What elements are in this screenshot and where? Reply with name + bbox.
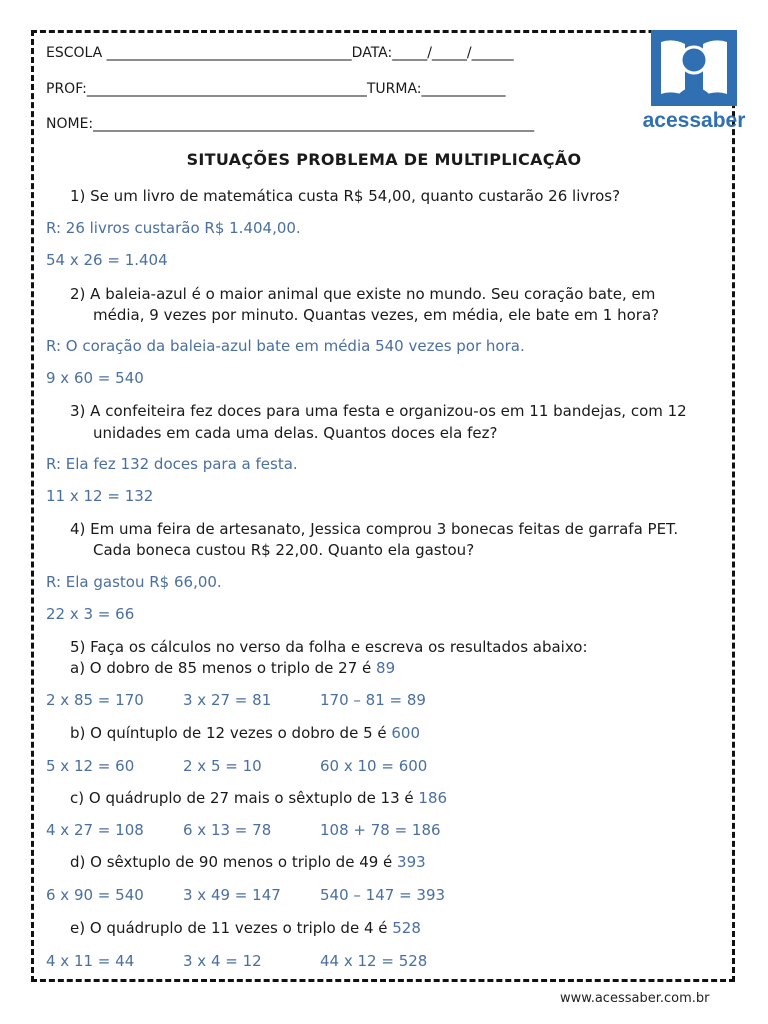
calc-5b-3: 60 x 10 = 600 <box>320 757 428 775</box>
answer-3: R: Ela fez 132 doces para a festa. <box>46 455 298 473</box>
answer-4: R: Ela gastou R$ 66,00. <box>46 573 222 591</box>
answer-5a: 89 <box>376 659 396 677</box>
calc-5b-2: 2 x 5 = 10 <box>183 757 262 775</box>
answer-5d: 393 <box>397 853 426 871</box>
question-5c: c) O quádruplo de 27 mais o sêxtuplo de 13 é 186 <box>70 789 448 807</box>
question-5a: a) O dobro de 85 menos o triplo de 27 é 89 <box>70 659 396 677</box>
calc-5e-1: 4 x 11 = 44 <box>46 952 135 970</box>
calc-1: 54 x 26 = 1.404 <box>46 251 168 269</box>
calc-5a-3: 170 – 81 = 89 <box>320 691 426 709</box>
calc-5e-2: 3 x 4 = 12 <box>183 952 262 970</box>
calc-4: 22 x 3 = 66 <box>46 605 135 623</box>
calc-2: 9 x 60 = 540 <box>46 369 144 387</box>
answer-5b: 600 <box>391 724 421 742</box>
header-escola: ESCOLA ___________________________________DATA:_____/_____/______ <box>46 45 514 61</box>
calc-5a-2: 3 x 27 = 81 <box>183 691 272 709</box>
calc-5d-1: 6 x 90 = 540 <box>46 886 144 904</box>
question-2-line2: média, 9 vezes por minuto. Quantas vezes, em média, ele bate em 1 hora? <box>93 306 660 324</box>
question-3-line2: unidades em cada uma delas. Quantos doces ela fez? <box>93 424 498 442</box>
calc-5b-1: 5 x 12 = 60 <box>46 757 135 775</box>
answer-2: R: O coração da baleia-azul bate em média 540 vezes por hora. <box>46 337 525 355</box>
question-4-line2: Cada boneca custou R$ 22,00. Quanto ela gastou? <box>93 541 475 559</box>
header-nome: NOME:_______________________________________________________________ <box>46 116 535 132</box>
question-4-line1: 4) Em uma feira de artesanato, Jessica comprou 3 bonecas feitas de garrafa PET. <box>70 520 679 538</box>
calc-5c-1: 4 x 27 = 108 <box>46 821 144 839</box>
calc-5d-3: 540 – 147 = 393 <box>320 886 446 904</box>
page-title: SITUAÇÕES PROBLEMA DE MULTIPLICAÇÃO <box>186 150 582 169</box>
question-2-line1: 2) A baleia-azul é o maior animal que existe no mundo. Seu coração bate, em <box>70 285 656 303</box>
question-5b: b) O quíntuplo de 12 vezes o dobro de 5 é 600 <box>70 724 421 742</box>
calc-5c-2: 6 x 13 = 78 <box>183 821 272 839</box>
answer-1: R: 26 livros custarão R$ 1.404,00. <box>46 219 301 237</box>
question-5-intro: 5) Faça os cálculos no verso da folha e escreva os resultados abaixo: <box>70 638 588 656</box>
acessaber-logo <box>642 30 746 132</box>
header-prof: PROF:________________________________________TURMA:____________ <box>46 81 506 97</box>
question-5d: d) O sêxtuplo de 90 menos o triplo de 49 é 393 <box>70 853 426 871</box>
answer-5c: 186 <box>418 789 448 807</box>
question-5e: e) O quádruplo de 11 vezes o triplo de 4 é 528 <box>70 919 421 937</box>
calc-5c-3: 108 + 78 = 186 <box>320 821 441 839</box>
question-3-line1: 3) A confeiteira fez doces para uma festa e organizou-os em 11 bandejas, com 12 <box>70 402 687 420</box>
calc-5a-1: 2 x 85 = 170 <box>46 691 144 709</box>
question-1: 1) Se um livro de matemática custa R$ 54,00, quanto custarão 26 livros? <box>70 187 621 205</box>
calc-5e-3: 44 x 12 = 528 <box>320 952 428 970</box>
logo-text: acessaber <box>642 109 746 132</box>
answer-5e: 528 <box>392 919 421 937</box>
footer-url: www.acessaber.com.br <box>560 991 710 1006</box>
calc-5d-2: 3 x 49 = 147 <box>183 886 281 904</box>
calc-3: 11 x 12 = 132 <box>46 487 154 505</box>
